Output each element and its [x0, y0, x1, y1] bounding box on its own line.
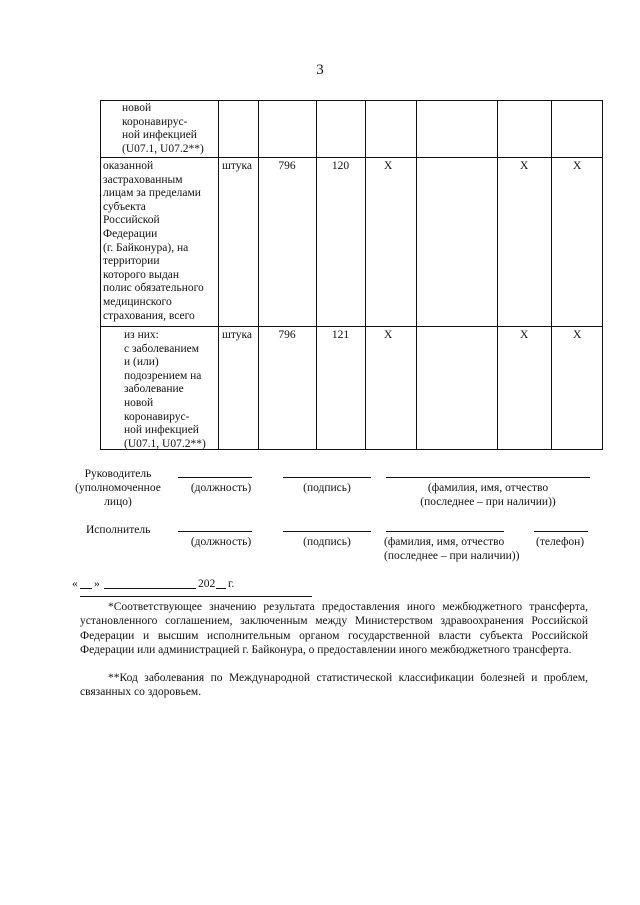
executor-phone-caption: (телефон)	[536, 536, 585, 548]
table-border	[100, 326, 603, 327]
table-row-1-c5: Х	[384, 160, 393, 172]
signature-line	[283, 477, 371, 478]
table-border	[602, 100, 603, 450]
executor-label: Исполнитель	[86, 524, 151, 536]
date-month-line	[104, 588, 196, 589]
table-border	[551, 100, 552, 450]
executor-signature-caption: (подпись)	[303, 536, 351, 548]
table-row-2-label: из них: с заболеванием и (или) подозрением на заболевание новой коронавирус- ной инфекцией (U07.1, U07.2**)	[124, 329, 206, 450]
head-full-name-caption: (фамилия, имя, отчество (последнее – при наличии))	[420, 482, 556, 508]
table-row-2-c8: Х	[573, 329, 582, 341]
table-row-2-unit: штука	[222, 329, 252, 341]
page-number: 3	[316, 62, 324, 78]
table-row-1-c8: Х	[573, 160, 582, 172]
date-year: 202	[198, 578, 216, 590]
table-row-2-c7: Х	[520, 329, 529, 341]
head-signature-caption: (подпись)	[303, 482, 351, 494]
executor-name-line	[386, 531, 504, 532]
table-row-0-label: новой коронавирус- ной инфекцией (U07.1, U07.2**)	[122, 102, 204, 155]
table-border	[497, 100, 498, 450]
table-border	[100, 100, 101, 450]
table-row-1-unit: штука	[222, 160, 252, 172]
date-open-quote: «	[72, 578, 78, 590]
date-day-line	[80, 588, 92, 589]
footnote-separator	[80, 596, 312, 597]
head-position-caption: (должность)	[190, 482, 252, 494]
table-row-1-c7: Х	[520, 160, 529, 172]
date-year-line	[216, 588, 226, 589]
executor-position-line	[178, 531, 252, 532]
table-border	[100, 157, 603, 158]
table-border	[365, 100, 366, 450]
table-row-1-label: оказанной застрахованным лицам за пределами субъекта Российской Федерации (г. Байконура), на территории которого выдан полис обязательного медицинского страхования, всего	[103, 160, 204, 322]
position-line	[178, 477, 252, 478]
footnote-2: **Код заболевания по Международной статистической классификации болезней и проблем, связанных со здоровьем.	[80, 672, 588, 699]
executor-signature-line	[283, 531, 371, 532]
table-row-2-c5: Х	[384, 329, 393, 341]
executor-position-caption: (должность)	[190, 536, 252, 548]
head-label: Руководитель (уполномоченное лицо)	[75, 468, 161, 508]
table-border	[218, 100, 219, 450]
table-row-1-code: 796	[278, 160, 296, 172]
table-border	[100, 100, 603, 101]
table-row-2-line: 121	[331, 329, 350, 341]
table-row-1-line: 120	[331, 160, 350, 172]
table-border	[416, 100, 417, 450]
table-border	[258, 100, 259, 450]
footnote-1: *Соответствующее значению результата предоставления иного межбюджетного трансферта, установленного соглашением, заключенным между Министерством здравоохранения Российской Федерации и высшим исполнительным органом государственной власти субъекта Российской Федерации или администрацией г. Байконура, о предоставлении иного межбюджетного трансферта.	[80, 601, 588, 657]
table-row-2-code: 796	[278, 329, 296, 341]
report-table	[100, 100, 603, 450]
date-close-quote: »	[94, 578, 100, 590]
full-name-line	[386, 477, 590, 478]
executor-phone-line	[534, 531, 588, 532]
executor-full-name-caption: (фамилия, имя, отчество (последнее – при наличии))	[384, 536, 520, 562]
date-year-suffix: г.	[228, 578, 235, 590]
table-border	[316, 100, 317, 450]
